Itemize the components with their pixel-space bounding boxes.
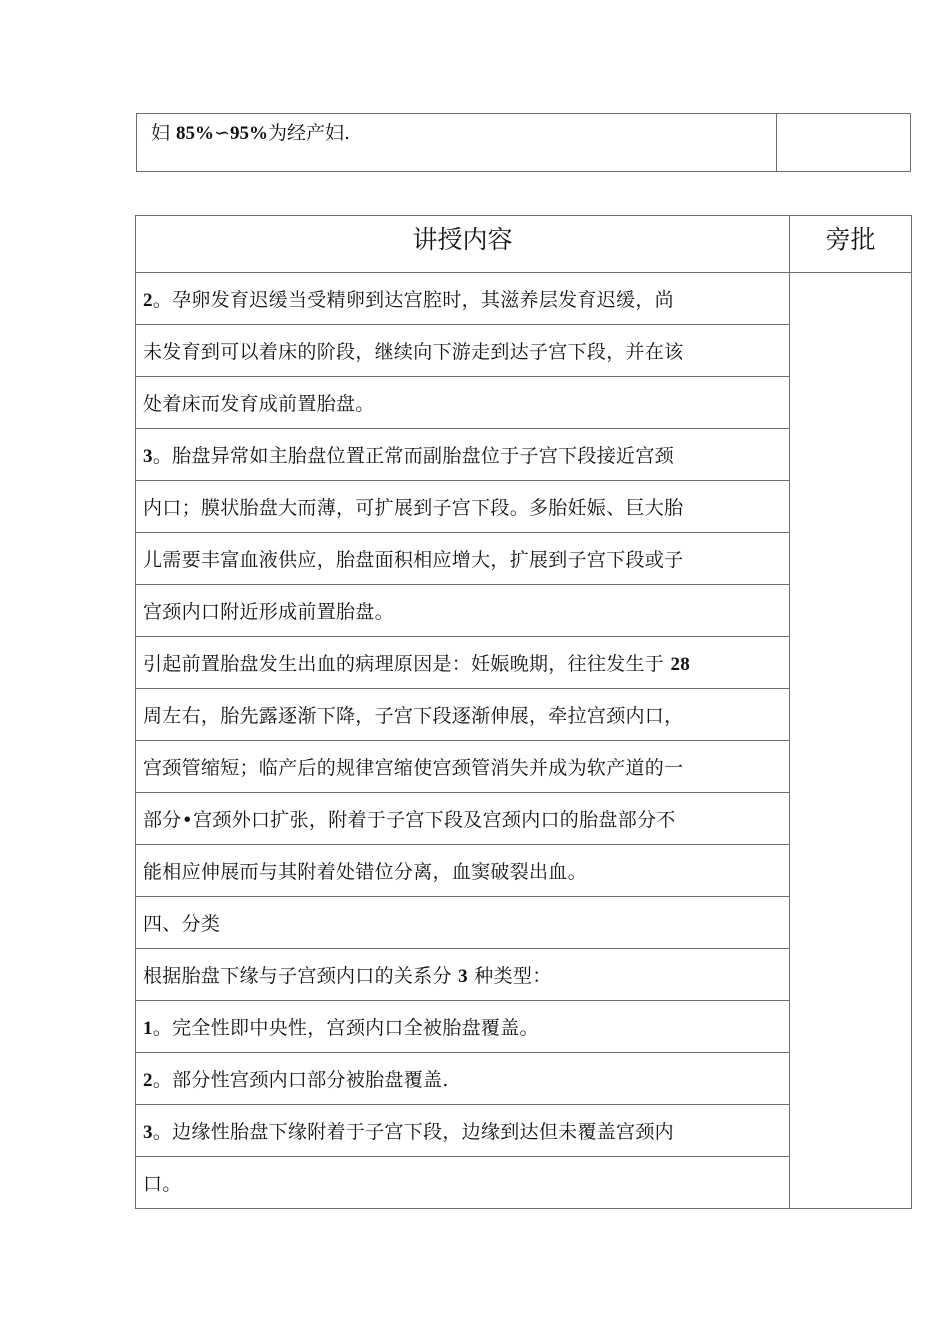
lecture-text-line: 2。部分性宫颈内口部分被胎盘覆盖. (136, 1053, 790, 1105)
lecture-text-line: 部分•宫颈外口扩张，附着于子宫下段及宫颈内口的胎盘部分不 (136, 793, 790, 845)
header-side-note: 旁批 (790, 216, 912, 273)
lecture-table (135, 215, 912, 1209)
lecture-text-line: 引起前置胎盘发生出血的病理原因是：妊娠晚期，往往发生于 28 (136, 637, 790, 689)
lecture-text-line: 根据胎盘下缘与子宫颈内口的关系分 3 种类型： (136, 949, 790, 1001)
lecture-text-line: 2。孕卵发育迟缓当受精卵到达宫腔时，其滋养层发育迟缓，尚 (136, 273, 790, 325)
lecture-text-line: 儿需要丰富血液供应，胎盘面积相应增大，扩展到子宫下段或子 (136, 533, 790, 585)
continuation-side-note (777, 114, 911, 172)
lecture-text-line: 未发育到可以着床的阶段，继续向下游走到达子宫下段，并在该 (136, 325, 790, 377)
continuation-table (136, 113, 911, 172)
lecture-text-line: 3。胎盘异常如主胎盘位置正常而副胎盘位于子宫下段接近宫颈 (136, 429, 790, 481)
lecture-text-line: 3。边缘性胎盘下缘附着于子宫下段，边缘到达但未覆盖宫颈内 (136, 1105, 790, 1157)
lecture-text-line: 四、分类 (136, 897, 790, 949)
side-note-cell (790, 273, 912, 1209)
table-row (136, 273, 912, 325)
lecture-text-line: 口。 (136, 1157, 790, 1209)
lecture-text-line: 处着床而发育成前置胎盘。 (136, 377, 790, 429)
continuation-row (137, 114, 911, 172)
lecture-text-line: 内口；膜状胎盘大而薄，可扩展到子宫下段。多胎妊娠、巨大胎 (136, 481, 790, 533)
lecture-text-line: 宫颈内口附近形成前置胎盘。 (136, 585, 790, 637)
table-header-row (136, 216, 912, 273)
continuation-text: 妇 85%∽95%为经产妇. (137, 114, 777, 172)
lecture-text-line: 周左右，胎先露逐渐下降，子宫下段逐渐伸展，牵拉宫颈内口， (136, 689, 790, 741)
lecture-text-line: 1。完全性即中央性，宫颈内口全被胎盘覆盖。 (136, 1001, 790, 1053)
lecture-text-line: 能相应伸展而与其附着处错位分离，血窦破裂出血。 (136, 845, 790, 897)
lecture-text-line: 宫颈管缩短；临产后的规律宫缩使宫颈管消失并成为软产道的一 (136, 741, 790, 793)
header-lecture-content: 讲授内容 (136, 216, 790, 273)
